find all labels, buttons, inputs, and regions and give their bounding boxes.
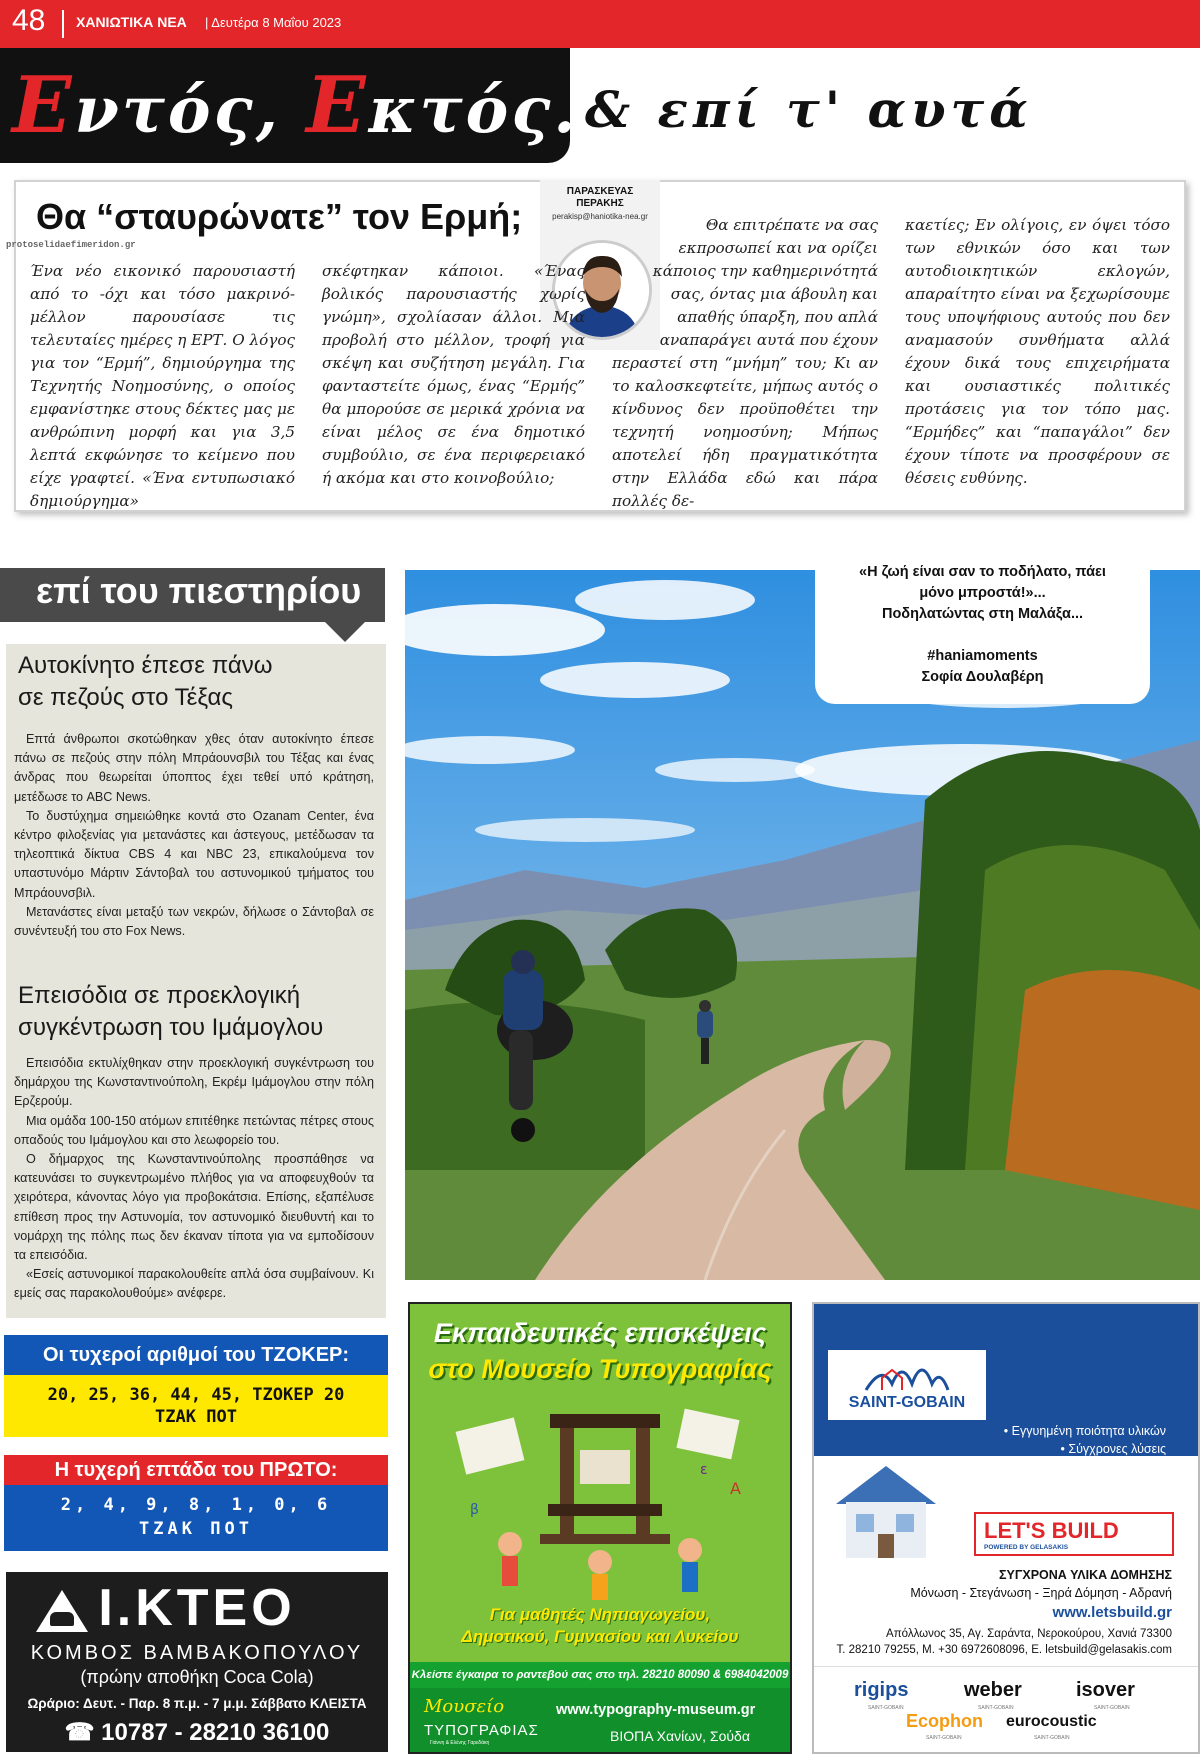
opinion-column-2: σκέφτηκαν κάποιοι. «Ένας βολικός παρουσιαστής χωρίς γνώμη», σχολίασαν άλλοι. Μια προβολή στο μέλλον, τροφή για σκέψη και συζήτηση μεγάλη. Για φανταστείτε όμως, ένας “Ερμής” θα μπορούσε σε μερικά χρόνια να είναι μέλος σε ένα δημοτικό συμβούλιο, σε ένα περιφερειακό ή ακόμα και στο κοινοβούλιο; [322,262,585,487]
sg-feature: • Σύγχρονες λύσεις [1060,1442,1166,1456]
proto-numbers [4,1485,388,1551]
story1-headline-line2: σε πεζούς στο Τέξας [18,684,233,711]
kteo-hours: Ωράριο: Δευτ. - Παρ. 8 π.μ. - 7 μ.μ. Σάββατο ΚΛΕΙΣΤΑ [27,1696,367,1711]
section-title-cap1: Ε [12,60,75,151]
tzoker-numbers [4,1375,388,1437]
section-title [12,60,629,151]
letsbuild-powered: POWERED BY GELASAKIS [984,1544,1069,1551]
opinion-column-3-bottom: περαστεί στη “μνήμη” του; Κι αν το καλοσκεφτείτε, μήπως αυτός ο κίνδυνος δεν προϋποθέτει την τεχνητή νοημοσύνη; Μήπως αποτελεί ήδη πραγματικότητα στην Ελλάδα εδώ και πάρα πολλές δε- [612,354,878,510]
section-subtitle: & επί τ' αυτά [585,80,1033,139]
story1-body [14,730,374,941]
kteo-location: ΚΟΜΒΟΣ ΒΑΜΒΑΚΟΠΟΥΛΟΥ [30,1642,364,1664]
proto-title: Η τυχερή επτάδα του ΠΡΩΤΟ: [4,1455,388,1485]
brand-isover: isover [1076,1679,1135,1701]
divider [62,10,64,38]
press-title: επί του πιεστηρίου [36,570,362,611]
opinion-headline: Θα “σταυρώνατε” τον Ερμή; [36,196,523,237]
sg-info-url[interactable]: www.letsbuild.gr [1052,1604,1172,1621]
printing-press-illustration [430,1394,770,1604]
letsbuild-logo [974,1512,1174,1556]
tzoker-line2: ΤΖΑΚ ΠΟΤ [155,1407,237,1427]
kteo-ad [6,1572,388,1752]
brand-sub: SAINT-GOBAIN [1094,1705,1130,1711]
kteo-phone: ☎ 10787 - 28210 36100 [64,1719,330,1746]
sg-info-services: Μόνωση - Στεγάνωση - Ξηρά Δόμηση - Αδρανή [910,1586,1172,1600]
story2-headline [18,980,373,1044]
press-header-arrow [325,622,365,642]
sg-feature: • Αισθητικό αποτέλεσμα [1034,1460,1166,1474]
sg-feature: • Ευέλικτες λύσεις χρηματοδότησης [970,1478,1166,1492]
museum-logo-subtext: Γιάννη & Ελένης Γαρεδάκη [430,1740,490,1746]
watermark: protoselidaefimeridon.gr [6,240,136,250]
sg-info-contact: Τ. 28210 79255, Μ. +30 6972608096, Ε. letsbuild@gelasakis.com [836,1644,1172,1656]
story2-headline-line1: Επεισόδια σε προεκλογική [18,982,301,1009]
sg-features [971,1422,1166,1494]
brand-sub: SAINT-GOBAIN [926,1735,962,1741]
story2-body [14,1054,374,1304]
opinion-column-4: καετίες; Εν ολίγοις, εν όψει τόσο των εθνικών όσο και των αυτοδιοικητικών εκλογών, απαραίτητο είναι να ξεχωρίσουμε τους υποψήφιους αυτούς που δεν αναμασούν συνθήματα αλλά έχουν δικά τους επιχειρήματα και ουσιαστικές πολιτικές προτάσεις για τον τόπο μας. “Ερμήδες” και “παπαγάλοι” δεν έχουν τίποτε να προσφέρουν σε θέσεις ευθύνης. [905,216,1170,487]
museum-audience [410,1604,790,1648]
section-title-cap2: Ε [306,60,369,151]
story1-paragraph: Το δυστύχημα σημειώθηκε κοντά στο Ozanam Center, ένα κέντρο φιλοξενίας για μετανάστες και άστεγους, μετέδωσαν τα τηλεοπτικά δίκτυα CBS 4 και NBC 23, επικαλούμενα τον υπαστυνόμο Μάρτιν Σάντοβαλ του αστυνομικού τμήματος του Μπράουνσβιλ. [14,808,374,900]
museum-audience-line2: Δημοτικού, Γυμνασίου και Λυκείου [461,1627,739,1646]
museum-contact: Κλείστε έγκαιρα το ραντεβού σας στο τηλ. 28210 80090 & 6984042009 [410,1662,790,1688]
author-name-2: ΠΕΡΑΚΗΣ [576,198,624,209]
caption-line2: μόνο μπροστά!»... [919,585,1046,601]
museum-url[interactable]: www.typography-museum.gr [556,1702,756,1718]
page-number: 48 [12,4,46,37]
svg-text:ε: ε [700,1462,708,1478]
museum-ad [408,1302,792,1754]
photo-caption [815,558,1150,704]
story1-headline-line1: Αυτοκίνητο έπεσε πάνω [18,652,273,679]
proto-line2: ΤΖΑΚ ΠΟΤ [139,1519,253,1539]
section-title-part1: ντός, [74,73,307,148]
sg-info-address: Απόλλωνος 35, Αγ. Σαράντα, Νεροκούρου, Χανιά 73300 [886,1628,1172,1640]
issue-date: | Δευτέρα 8 Μαΐου 2023 [205,15,342,30]
brand-rigips: rigips [854,1679,909,1701]
section-title-part2: κτός... [368,73,630,148]
brand-sub: SAINT-GOBAIN [978,1705,1014,1711]
museum-audience-line1: Για μαθητές Νηπιαγωγείου, [489,1605,711,1624]
story2-headline-line2: συγκέντρωση του Ιμάμογλου [18,1014,324,1041]
kteo-location-note: (πρώην αποθήκη Coca Cola) [80,1667,314,1687]
brand-weber: weber [964,1679,1022,1701]
top-bar [0,0,1200,48]
tzoker-title: Οι τυχεροί αριθμοί του ΤΖΟΚΕΡ: [4,1335,388,1375]
caption-line3: Ποδηλατώντας στη Μαλάξα... [881,606,1084,622]
story1-headline [18,650,373,714]
sg-brand-strip [814,1666,1198,1754]
tzoker-line1: 20, 25, 36, 44, 45, ΤΖΟΚΕΡ 20 [47,1385,345,1405]
museum-logo: Μουσείο [424,1696,505,1717]
caption-photographer: Σοφία Δουλαβέρη [921,669,1044,685]
opinion-column-1: Ένα νέο εικονικό παρουσιαστή από το -όχι και τόσο μακρινό- μέλλον παρουσίασε τις τελευταίες ημέρες η ΕΡΤ. Ο λόγος για τον “Ερμή”, δημιούργημα της Τεχνητής Νοημοσύνης, ο οποίος εμφανίστηκε στους δέκτες μας με ανθρώπινη μορφή και για 3,5 λεπτά εκφώνησε το κείμενο που είχε γραφτεί. «Ένα εντυπωσιακό δημιούργημα» [30,262,295,510]
brand-ecophon: Ecophon [906,1711,983,1731]
story1-paragraph: Επτά άνθρωποι σκοτώθηκαν χθες όταν αυτοκίνητο έπεσε πάνω σε πεζούς στην πόλη Μπράουνσβιλ του Τέξας και ένας άνδρας που θεωρείται ύποπτος έχει τεθεί υπό κράτηση, μετέδωσε το ABC News. [14,732,374,804]
brand-sub: SAINT-GOBAIN [868,1705,904,1711]
opinion-column-3-top: Θα επιτρέπατε να σας εκπροσωπεί και να ορίζει κάποιος την καθημερινότητά σας, όντας μια άβουλη και απαθής ύπαρξη, που απλά αναπαράγει αυτά που έχουν [652,216,878,349]
museum-title-2: στο Μουσείο Τυπογραφίας [428,1354,772,1384]
author-email: perakisp@haniotika-nea.gr [552,212,648,221]
newspaper-name: ΧΑΝΙΩΤΙΚΑ ΝΕΑ [76,14,187,30]
museum-title-1: Εκπαιδευτικές επισκέψεις [433,1318,767,1348]
story1-paragraph: Μετανάστες είναι μεταξύ των νεκρών, δήλωσε ο Σάντοβαλ σε συνέντευξή του στο Fox News. [14,904,374,939]
svg-text:Α: Α [730,1479,741,1498]
sg-feature: • Εγγυημένη ποιότητα υλικών [1003,1424,1166,1438]
museum-footer [410,1688,790,1754]
sg-info-title: ΣΥΓΧΡΟΝΑ ΥΛΙΚΑ ΔΟΜΗΣΗΣ [999,1568,1172,1582]
svg-text:β: β [470,1502,479,1518]
sg-logo [828,1350,986,1420]
story2-paragraph: Μια ομάδα 100-150 ατόμων επιτέθηκε πετώντας πέτρες στους οπαδούς του Ιμάμογλου και στο λεωφορείο του. [14,1113,374,1147]
saint-gobain-ad [812,1302,1200,1754]
sg-logo-icon [862,1354,952,1392]
story2-paragraph: Ο δήμαρχος της Κωνσταντινούπολης προσπάθησε να κατευνάσει το συγκεντρωμένο πλήθος για να αποφευχθούν τα χειρότερα, κάνοντας λόγο για προβοκάτσια. Επίσης, εξαπέλυσε επίθεση προς την Αστυνομία, τον αστυνομικό διευθυντή και το νομάρχη της πόλης πως δεν έκαναν τίποτα για να εμποδίσουν τα επεισόδια. [14,1152,374,1263]
proto-line1: 2, 4, 9, 8, 1, 0, 6 [60,1495,332,1515]
house-illustration [826,1454,946,1564]
sg-logo-text: SAINT-GOBAIN [848,1394,966,1411]
letsbuild-title: LET'S BUILD [984,1518,1119,1543]
museum-logo-text: ΤΥΠΟΓΡΑΦΙΑΣ [424,1722,539,1739]
story2-paragraph: «Εσείς αστυνομικοί παρακολουθείτε απλά όσα συμβαίνουν. Κι εμείς σας παρακολουθούμε» ανέφερε. [14,1267,374,1301]
caption-hashtag: #haniamoments [927,648,1038,664]
brand-eurocoustic: eurocoustic [1006,1713,1097,1730]
story2-paragraph: Επεισόδια εκτυλίχθηκαν στην προεκλογική συγκέντρωση του δημάρχου της Κωνσταντινούπολη, Εκρέμ Ιμάμογλου στην πόλη Ερζερούμ. [14,1056,374,1109]
kteo-brand: Ι.ΚΤΕΟ [98,1579,296,1637]
brand-sub: SAINT-GOBAIN [1034,1735,1070,1741]
caption-line1: «Η ζωή είναι σαν το ποδήλατο, πάει [859,564,1106,580]
museum-address: ΒΙΟΠΑ Χανίων, Σούδα [610,1728,750,1744]
author-name-1: ΠΑΡΑΣΚΕΥΑΣ [566,186,634,197]
